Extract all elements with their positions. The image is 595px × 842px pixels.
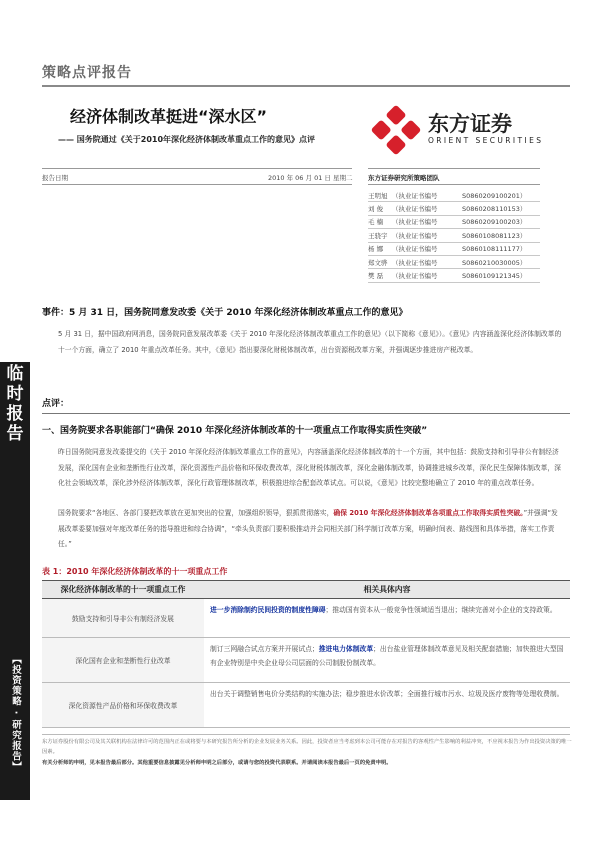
reform-table xyxy=(42,580,570,728)
meta-rule-top xyxy=(42,168,352,169)
table-caption: 表 1：2010 年深化经济体制改革的十一项重点工作 xyxy=(42,567,228,576)
event-paragraph: 5 月 31 日，据中国政府网消息，国务院同意发展改革委《关于 2010 年深化经济体制改革重点工作的意见》（以下简称《意见》）。《意见》内容涵盖深化经济体制改革的十一个方面，确立了 2010 年重点改革任务。其中，《意见》指出要深化财税体制改革，出台资源税改革方案，并强调逐步推进房产税改革。 xyxy=(58,330,562,354)
section-paragraph-1: 昨日国务院同意发改委提交的《关于 2010 年深化经济体制改革重点工作的意见》，内容涵盖深化经济体制改革的十一个方面，其中包括：鼓励支持和引导非公有制经济发展，深化国有企业和垄断性行业改革，深化资源性产品价格和环保收费改革，深化财税体制改革，深化金融体制改革，协调推进城乡改革，深化民生保障体制改革，深化社会领域改革，深化涉外经济体制改革，深化行政管理体制改革，积极推进综合配套改革试点。可以说，《意见》比较完整地确立了 2010 年的重点改革任务。 xyxy=(58,448,561,487)
review-label: 点评： xyxy=(42,399,70,409)
logo-name-cn: 东方证券 xyxy=(428,112,512,136)
date-value: 2010 年 06 月 01 日 星期二 xyxy=(268,174,353,182)
review-rule xyxy=(42,413,570,414)
report-title: 经济体制改革挺进“深水区” xyxy=(70,107,268,126)
analyst-row: 郑文骅 （执业证书编号 S0860210030005） xyxy=(368,256,540,269)
side-label-temporary-report: 临 时 报 告 xyxy=(6,364,24,444)
analyst-row: 毛 楠 （执业证书编号 S0860209100203） xyxy=(368,216,540,229)
meta-rule-bottom xyxy=(42,184,352,185)
analyst-statement-note: 有关分析师的申明，见本报告最后部分。其他重要信息披露见分析师申明之后部分，或请与您的投资代表联系。并请阅读本报告最后一页的免责申明。 xyxy=(42,760,392,766)
analyst-list xyxy=(368,189,540,283)
analyst-row: 王骁宇 （执业证书编号 S0860108081123） xyxy=(368,229,540,242)
section-heading-1: 一、国务院要求各职能部门“确保 2010 年深化经济体制改革的十一项重点工作取得实质性突破” xyxy=(42,426,428,436)
date-label: 报告日期 xyxy=(42,174,68,182)
footer-rule xyxy=(42,734,570,735)
team-rule-bottom xyxy=(368,184,540,185)
team-title: 东方证券研究所策略团队 xyxy=(368,174,440,182)
report-subtitle: —— 国务院通过《关于2010年深化经济体制改革重点工作的意见》点评 xyxy=(58,135,316,144)
table-row: 深化国有企业和垄断性行业改革 制订三网融合试点方案并开展试点；推进电力体制改革；出台盐业管理体制改革意见及相关配套措施；加快推进大型国有企业特别是中央企业母公司层面的公司制股份制改革。 xyxy=(42,638,570,683)
logo-mark-icon xyxy=(371,105,422,156)
analyst-row: 王明旭 （执业证书编号 S0860209100201） xyxy=(368,189,540,202)
header-rule xyxy=(42,85,570,87)
analyst-row: 杨 娜 （执业证书编号 S0860108111177） xyxy=(368,243,540,256)
section-paragraph-2: 国务院要求“各地区、各部门要把改革放在更加突出的位置，加强组织领导，狠抓贯彻落实，确保 2010 年深化经济体制改革各项重点工作取得实质性突破。”并强调“发展改革委要加强对年度改革任务的指导推进和综合协调”，“牵头负责部门要积极推动并会同相关部门科学制订改革方案，明确时间表、路线图和具体举措，落实工作责任。” xyxy=(58,509,558,548)
analyst-row: 刘 俊 （执业证书编号 S0860208110153） xyxy=(368,202,540,215)
side-label-category: 【投资策略 · 研究报告】 xyxy=(10,653,21,773)
logo-name-en: ORIENT SECURITIES xyxy=(428,136,544,145)
analyst-row: 樊 磊 （执业证书编号 S0860109121345） xyxy=(368,269,540,282)
team-rule-top xyxy=(368,168,540,169)
table-row: 深化资源性产品价格和环保收费改革 出台关于调整销售电价分类结构的实施办法；稳步推进水价改革；全面推行城市污水、垃圾及医疗废物等处理收费制。 xyxy=(42,683,570,728)
event-heading: 事件：5 月 31 日，国务院同意发改委《关于 2010 年深化经济体制改革重点工作的意见》 xyxy=(42,308,408,318)
report-type: 策略点评报告 xyxy=(42,65,132,81)
table-row: 鼓励支持和引导非公有制经济发展 进一步消除制约民间投资的制度性障碍；推动国有资本从一般竞争性领域适当退出；继续完善对小企业的支持政策。 xyxy=(42,599,570,638)
table-header: 深化经济体制改革的十一项重点工作 相关具体内容 xyxy=(42,580,570,599)
disclaimer: 东方证券股份有限公司及其关联机构在法律许可的范围内正在或将要与本研究报告所分析的企业发展业务关系。因此，投资者应当考虑到本公司可能存在对报告的客观性产生影响的利益冲突，不应视本报告为作出投资决策的唯一因素。 xyxy=(42,739,572,755)
